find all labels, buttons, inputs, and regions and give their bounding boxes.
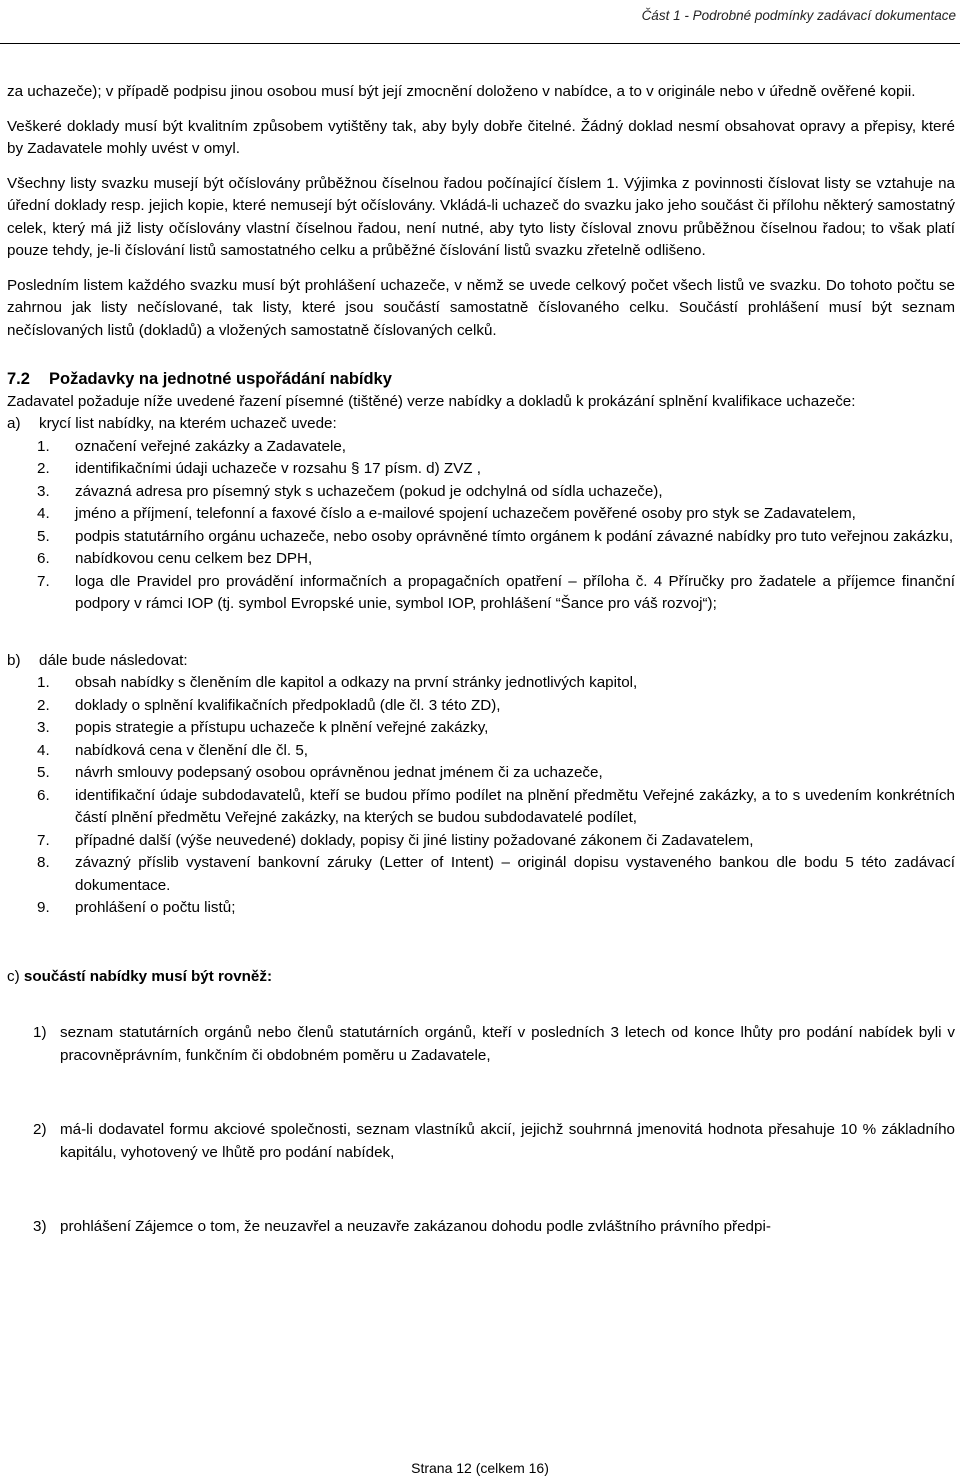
paragraph-signature: za uchazeče); v případě podpisu jinou osobou musí být její zmocnění doloženo v nabídce, a to v originále nebo v úředně ověřené kopii. bbox=[7, 83, 916, 100]
list-b-label: b) bbox=[7, 651, 21, 669]
page-header-title: Část 1 - Podrobné podmínky zadávací dokumentace bbox=[641, 8, 956, 23]
document-body bbox=[7, 81, 955, 1239]
list-item: 4. nabídková cena v členění dle čl. 5, bbox=[37, 741, 309, 759]
page-number: Strana 12 (celkem 16) bbox=[411, 1460, 549, 1476]
list-item: 8. závazný příslib vystavení bankovní záruky (Letter of Intent) – originál dopisu vystaveného bankou dle bodu 5 této zadávací dokumentace. bbox=[37, 854, 955, 894]
list-c-heading bbox=[7, 966, 955, 989]
list-item: 5. návrh smlouvy podepsaný osobou oprávněnou jednat jménem či za uchazeče, bbox=[37, 764, 603, 781]
paragraph-print-quality: Veškeré doklady musí být kvalitním způsobem vytištěny tak, aby byly dobře čitelné. Žádný doklad nesmí obsahovat opravy a přepisy, které by Zadavatele mohly uvést v omyl. bbox=[7, 117, 955, 157]
list-c-title: součástí nabídky musí být rovněž: bbox=[23, 967, 273, 985]
list-a bbox=[7, 436, 955, 616]
list-item: 4. jméno a příjmení, telefonní a faxové číslo a e-mailové spojení uchazečem pověřené osoby pro styk se Zadavatelem, bbox=[37, 505, 856, 522]
list-item: 7. případné další (výše neuvedené) doklady, popisy či jiné listiny požadované zákonem či Zadavatelem, bbox=[37, 831, 754, 849]
section-intro: Zadavatel požaduje níže uvedené řazení písemné (tištěné) verze nabídky a dokladů k prokázání splnění kvalifikace uchazeče: bbox=[7, 392, 856, 410]
list-item: 2. identifikačními údaji uchazeče v rozsahu § 17 písm. d) ZVZ , bbox=[37, 460, 482, 477]
paragraph-last-page: Posledním listem každého svazku musí být prohlášení uchazeče, v němž se uvede celkový počet všech listů ve svazku. Do tohoto počtu se zahrnou jak listy nečíslované, tak listy, které jsou součástí samostatně číslovaného celku. Součástí prohlášení musí být seznam nečíslovaných listů (dokladů) a vložených samostatně číslovaných celků. bbox=[7, 276, 955, 339]
list-item: 3) prohlášení Zájemce o tom, že neuzavřel a neuzavře zakázanou dohodu podle zvláštního právního předpi- bbox=[33, 1218, 771, 1235]
list-c bbox=[7, 1022, 955, 1239]
list-item: 2) má-li dodavatel formu akciové společnosti, seznam vlastníků akcií, jejichž souhrnná jmenovitá hodnota přesahuje 10 % základního kapitálu, vyhotovený ve lhůtě pro podání nabídek, bbox=[33, 1121, 955, 1161]
list-item: 3. popis strategie a přístupu uchazeče k plnění veřejné zakázky, bbox=[37, 719, 489, 736]
list-item: 6. nabídkovou cenu celkem bez DPH, bbox=[37, 550, 313, 567]
paragraph-page-numbering: Všechny listy svazku musejí být očíslovány průběžnou číselnou řadou počínající číslem 1. Výjimka z povinnosti číslovat listy se vztahuje na úřední doklady resp. jejich kopie, které nemusejí být očíslovány. Vkládá-li uchazeč do svazku jako jeho součást či přílohu některý samostatný celek, který má již listy očíslovány vlastní číselnou řadou, není nutné, aby tyto listy čísloval znovu průběžnou číselnou řadou; to však platí pouze tehdy, je-li číslování listů samostatného celku a průběžné číslování listů svazku zřetelně odlišeno. bbox=[7, 174, 955, 259]
list-item: 5. podpis statutárního orgánu uchazeče, nebo osoby oprávněné tímto orgánem k podání závazné nabídky pro tuto veřejnou zakázku, bbox=[37, 527, 954, 545]
list-item: 1. označení veřejné zakázky a Zadavatele, bbox=[37, 437, 347, 455]
section-heading bbox=[7, 368, 955, 391]
list-item: 7. loga dle Pravidel pro provádění informačních a propagačních opatření – příloha č. 4 Příručky pro žadatele a příjemce finanční podpory v rámci IOP (tj. symbol Evropské unie, symbol IOP, prohlášení “Šance pro váš rozvoj“); bbox=[37, 572, 955, 612]
list-b bbox=[7, 672, 955, 920]
list-item: 9. prohlášení o počtu listů; bbox=[37, 899, 236, 916]
header-divider bbox=[0, 43, 960, 44]
list-b-heading bbox=[7, 650, 955, 673]
section-number: 7.2 bbox=[7, 370, 30, 388]
list-a-label: a) bbox=[7, 415, 21, 432]
list-item: 2. doklady o splnění kvalifikačních předpokladů (dle čl. 3 této ZD), bbox=[37, 696, 501, 714]
list-a-heading bbox=[7, 413, 955, 436]
list-a-title: krycí list nabídky, na kterém uchazeč uvede: bbox=[39, 415, 337, 432]
list-item: 1) seznam statutárních orgánů nebo členů statutárních orgánů, kteří v posledních 3 letech od konce lhůty pro podání nabídek byli v pracovněprávním, funkčním či obdobném poměru u Zadavatele, bbox=[33, 1024, 955, 1064]
section-title: Požadavky na jednotné uspořádání nabídky bbox=[49, 370, 392, 388]
list-c-label: c) bbox=[7, 967, 20, 985]
list-item: 1. obsah nabídky s členěním dle kapitol a odkazy na první stránky jednotlivých kapitol, bbox=[37, 674, 638, 691]
list-item: 6. identifikační údaje subdodavatelů, kteří se budou přímo podílet na plnění předmětu Veřejné zakázky, a to s uvedením konkrétních částí plnění předmětu Veřejné zakázky, na kterých se budou subdodavatelé podílet, bbox=[37, 786, 955, 826]
list-item: 3. závazná adresa pro písemný styk s uchazečem (pokud je odchylná od sídla uchazeče), bbox=[37, 482, 663, 500]
list-b-title: dále bude následovat: bbox=[39, 651, 188, 669]
